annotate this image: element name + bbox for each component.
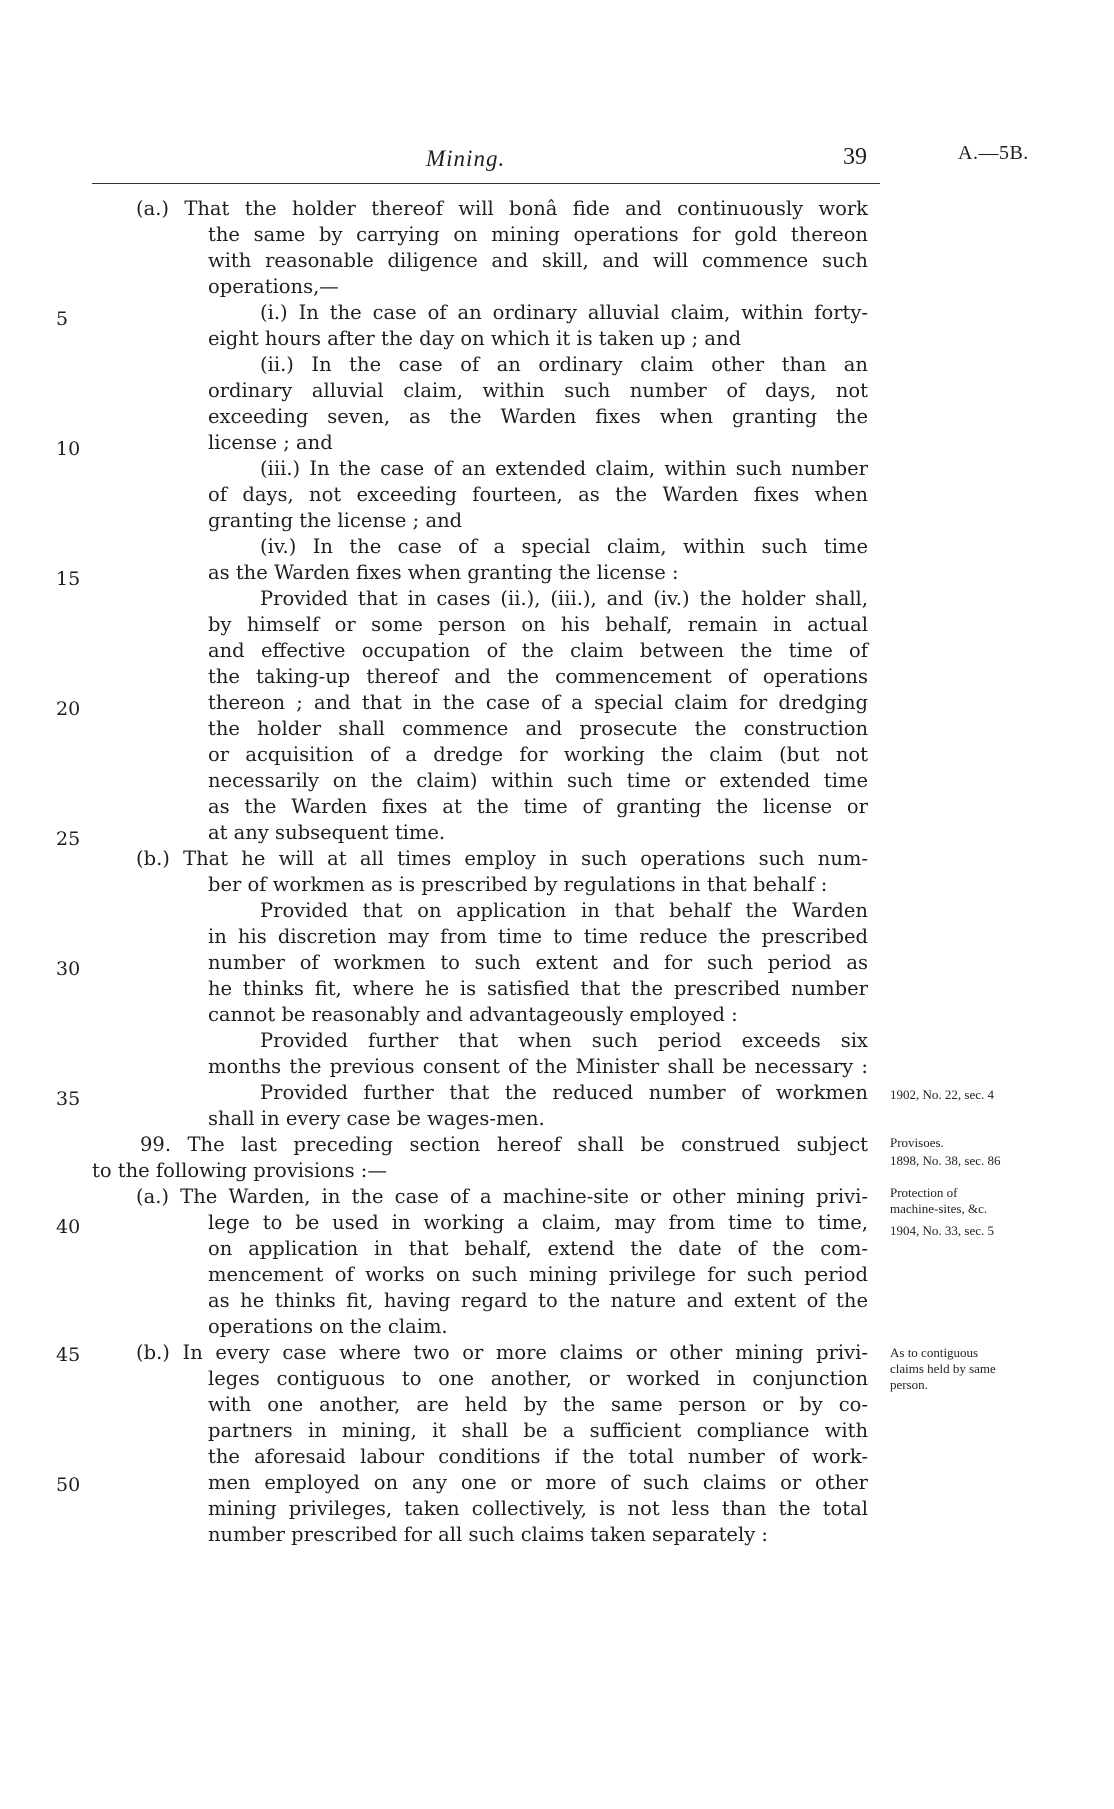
body-line: with reasonable diligence and skill, and will commence such (208, 249, 868, 272)
body-line: the same by carrying on mining operations for gold thereon (208, 223, 868, 246)
body-line: months the previous consent of the Minister shall be necessary : (208, 1055, 868, 1078)
body-line: (b.) In every case where two or more claims or other mining privi- (136, 1341, 868, 1364)
body-line: operations,— (208, 275, 339, 298)
body-line: exceeding seven, as the Warden fixes when granting the (208, 405, 868, 428)
document-reference: A.—5B. (958, 142, 1029, 164)
body-line: the holder shall commence and prosecute the construction (208, 717, 868, 740)
body-line: Provided that on application in that behalf the Warden (260, 899, 868, 922)
body-line: (a.) The Warden, in the case of a machine-site or other mining privi- (136, 1185, 868, 1208)
margin-note: 1902, No. 22, sec. 4 (890, 1087, 994, 1102)
margin-note: As to contiguous (890, 1345, 979, 1360)
line-number: 35 (56, 1088, 81, 1110)
body-line: with one another, are held by the same person or by co- (208, 1393, 868, 1416)
margin-note: 1904, No. 33, sec. 5 (890, 1223, 994, 1238)
body-line: number prescribed for all such claims taken separately : (208, 1523, 768, 1546)
margin-note: person. (890, 1377, 928, 1392)
line-number: 30 (56, 958, 81, 980)
body-line: of days, not exceeding fourteen, as the Warden fixes when (208, 483, 868, 506)
body-line: (b.) That he will at all times employ in such operations such num- (136, 847, 868, 870)
body-line: cannot be reasonably and advantageously employed : (208, 1003, 738, 1026)
line-number: 50 (56, 1474, 81, 1496)
line-number: 40 (56, 1216, 81, 1238)
body-line: by himself or some person on his behalf, remain in actual (208, 613, 868, 636)
body-line: (i.) In the case of an ordinary alluvial claim, within forty- (260, 301, 868, 324)
body-line: Provided further that when such period exceeds six (260, 1029, 868, 1052)
body-line: or acquisition of a dredge for working the claim (but not (208, 743, 868, 766)
body-line: (iii.) In the case of an extended claim, within such number (260, 457, 868, 480)
body-line: 99. The last preceding section hereof shall be construed subject (140, 1133, 868, 1156)
body-line: (iv.) In the case of a special claim, within such time (260, 535, 868, 558)
margin-note: 1898, No. 38, sec. 86 (890, 1153, 1001, 1168)
body-line: license ; and (208, 431, 333, 454)
body-line: thereon ; and that in the case of a special claim for dredging (208, 691, 868, 714)
running-title: Mining. (426, 146, 506, 171)
header-rule (92, 183, 880, 184)
line-number: 10 (56, 438, 81, 460)
body-line: ordinary alluvial claim, within such number of days, not (208, 379, 868, 402)
margin-note: claims held by same (890, 1361, 996, 1376)
body-line: number of workmen to such extent and for such period as (208, 951, 868, 974)
line-number: 25 (56, 828, 81, 850)
body-line: on application in that behalf, extend the date of the com- (208, 1237, 868, 1260)
margin-note: Protection of (890, 1185, 958, 1200)
body-line: as he thinks fit, having regard to the nature and extent of the (208, 1289, 868, 1312)
body-line: (ii.) In the case of an ordinary claim other than an (260, 353, 868, 376)
body-line: leges contiguous to one another, or worked in conjunction (208, 1367, 868, 1390)
body-line: necessarily on the claim) within such time or extended time (208, 769, 868, 792)
body-line: and effective occupation of the claim between the time of (208, 639, 868, 662)
line-number: 45 (56, 1344, 81, 1366)
body-line: Provided further that the reduced number of workmen (260, 1081, 868, 1104)
body-line: (a.) That the holder thereof will bonâ fide and continuously work (136, 197, 868, 220)
line-number: 5 (56, 308, 69, 330)
body-line: ber of workmen as is prescribed by regulations in that behalf : (208, 873, 828, 896)
body-line: granting the license ; and (208, 509, 463, 532)
margin-note: Provisoes. (890, 1135, 944, 1150)
body-line: to the following provisions :— (92, 1159, 387, 1182)
line-number: 20 (56, 698, 81, 720)
body-line: Provided that in cases (ii.), (iii.), and (iv.) the holder shall, (260, 587, 868, 610)
body-line: partners in mining, it shall be a sufficient compliance with (208, 1419, 868, 1442)
body-line: as the Warden fixes at the time of granting the license or (208, 795, 868, 818)
body-line: at any subsequent time. (208, 821, 446, 844)
body-line: as the Warden fixes when granting the license : (208, 561, 679, 584)
page-number: 39 (843, 144, 867, 170)
line-number: 15 (56, 568, 81, 590)
body-line: mining privileges, taken collectively, is not less than the total (208, 1497, 868, 1520)
body-line: mencement of works on such mining privilege for such period (208, 1263, 868, 1286)
body-line: the taking-up thereof and the commencement of operations (208, 665, 868, 688)
body-line: eight hours after the day on which it is taken up ; and (208, 327, 742, 350)
margin-note: machine-sites, &c. (890, 1201, 988, 1216)
body-line: he thinks fit, where he is satisfied that the prescribed number (208, 977, 868, 1000)
body-line: the aforesaid labour conditions if the total number of work- (208, 1445, 868, 1468)
body-line: men employed on any one or more of such claims or other (208, 1471, 868, 1494)
body-line: in his discretion may from time to time reduce the prescribed (208, 925, 868, 948)
body-line: operations on the claim. (208, 1315, 448, 1338)
body-line: shall in every case be wages-men. (208, 1107, 545, 1130)
body-line: lege to be used in working a claim, may from time to time, (208, 1211, 868, 1234)
